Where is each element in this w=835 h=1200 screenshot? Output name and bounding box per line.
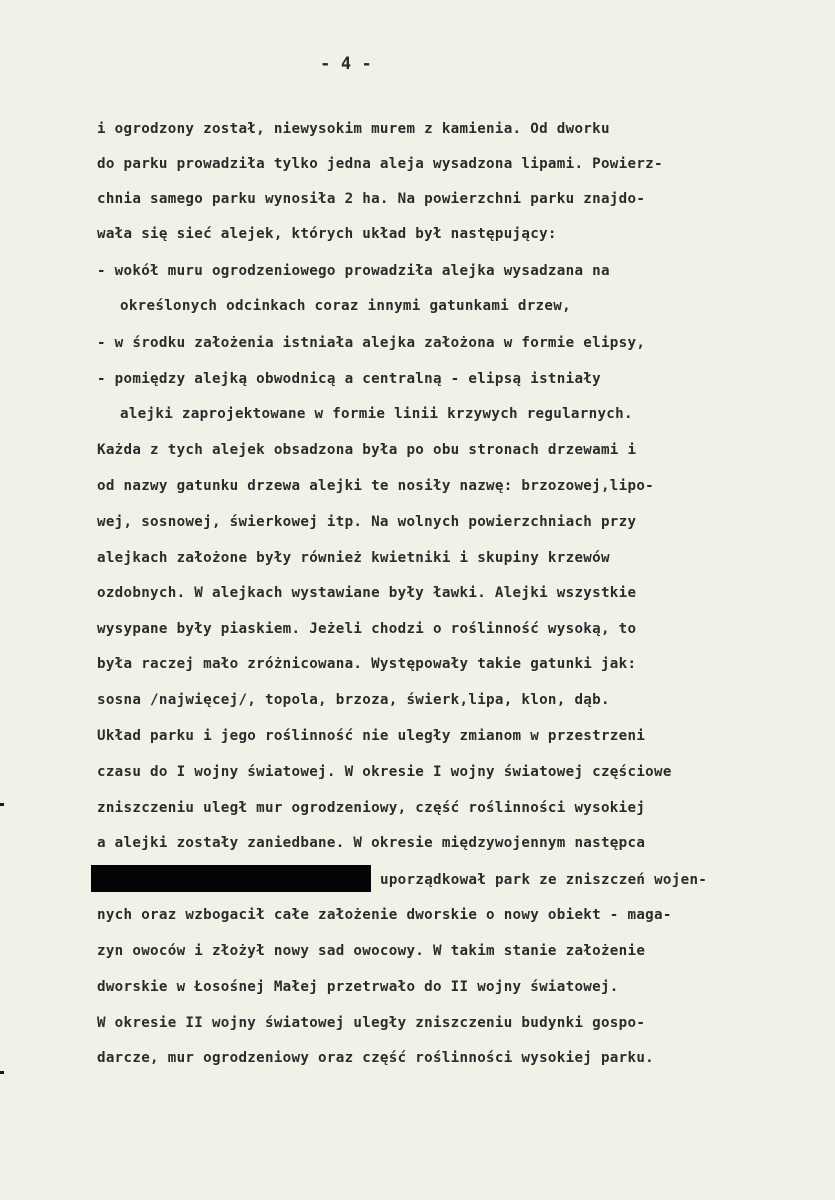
page-number: - 4 - bbox=[320, 54, 372, 74]
text-line: była raczej mało zróżnicowana. Występowały takie gatunki jak: bbox=[97, 656, 637, 672]
text-line: Układ parku i jego roślinność nie uległy zmianom w przestrzeni bbox=[97, 728, 646, 744]
text-line: ozdobnych. W alejkach wystawiane były ławki. Alejki wszystkie bbox=[97, 585, 637, 601]
margin-mark bbox=[0, 803, 4, 806]
text-line: wysypane były piaskiem. Jeżeli chodzi o roślinność wysoką, to bbox=[97, 621, 637, 637]
text-line: nych oraz wzbogacił całe założenie dworskie o nowy obiekt - maga- bbox=[97, 907, 672, 923]
text-line: czasu do I wojny światowej. W okresie I wojny światowej częściowe bbox=[97, 764, 672, 780]
text-line: dworskie w Łosośnej Małej przetrwało do II wojny światowej. bbox=[97, 979, 619, 995]
text-line: a alejki zostały zaniedbane. W okresie międzywojennym następca bbox=[97, 835, 646, 851]
text-line: chnia samego parku wynosiła 2 ha. Na powierzchni parku znajdo- bbox=[97, 191, 646, 207]
text-line: określonych odcinkach coraz innymi gatunkami drzew, bbox=[120, 298, 571, 314]
text-line: Każda z tych alejek obsadzona była po obu stronach drzewami i bbox=[97, 442, 637, 458]
text-line: - w środku założenia istniała alejka założona w formie elipsy, bbox=[97, 335, 646, 351]
text-line: wej, sosnowej, świerkowej itp. Na wolnych powierzchniach przy bbox=[97, 514, 637, 530]
text-line: darcze, mur ogrodzeniowy oraz część roślinności wysokiej parku. bbox=[97, 1050, 655, 1066]
margin-mark bbox=[0, 1071, 4, 1074]
text-line: sosna /najwięcej/, topola, brzoza, świerk,lipa, klon, dąb. bbox=[97, 692, 610, 708]
text-line: od nazwy gatunku drzewa alejki te nosiły nazwę: brzozowej,lipo- bbox=[97, 478, 655, 494]
text-line: i ogrodzony został, niewysokim murem z kamienia. Od dworku bbox=[97, 121, 610, 137]
text-line: zyn owoców i złożył nowy sad owocowy. W takim stanie założenie bbox=[97, 943, 646, 959]
text-line: wała się sieć alejek, których układ był następujący: bbox=[97, 226, 557, 242]
redaction-bar bbox=[91, 865, 371, 892]
text-line: do parku prowadziła tylko jedna aleja wysadzona lipami. Powierz- bbox=[97, 156, 663, 172]
text-line: zniszczeniu uległ mur ogrodzeniowy, część roślinności wysokiej bbox=[97, 800, 646, 816]
text-line: - pomiędzy alejką obwodnicą a centralną - elipsą istniały bbox=[97, 371, 601, 387]
text-line: W okresie II wojny światowej uległy zniszczeniu budynki gospo- bbox=[97, 1015, 646, 1031]
text-line: - wokół muru ogrodzeniowego prowadziła alejka wysadzana na bbox=[97, 263, 610, 279]
text-line: uporządkował park ze zniszczeń wojen- bbox=[380, 872, 708, 888]
text-line: alejkach założone były również kwietniki i skupiny krzewów bbox=[97, 550, 610, 566]
text-line: alejki zaprojektowane w formie linii krzywych regularnych. bbox=[120, 406, 633, 422]
